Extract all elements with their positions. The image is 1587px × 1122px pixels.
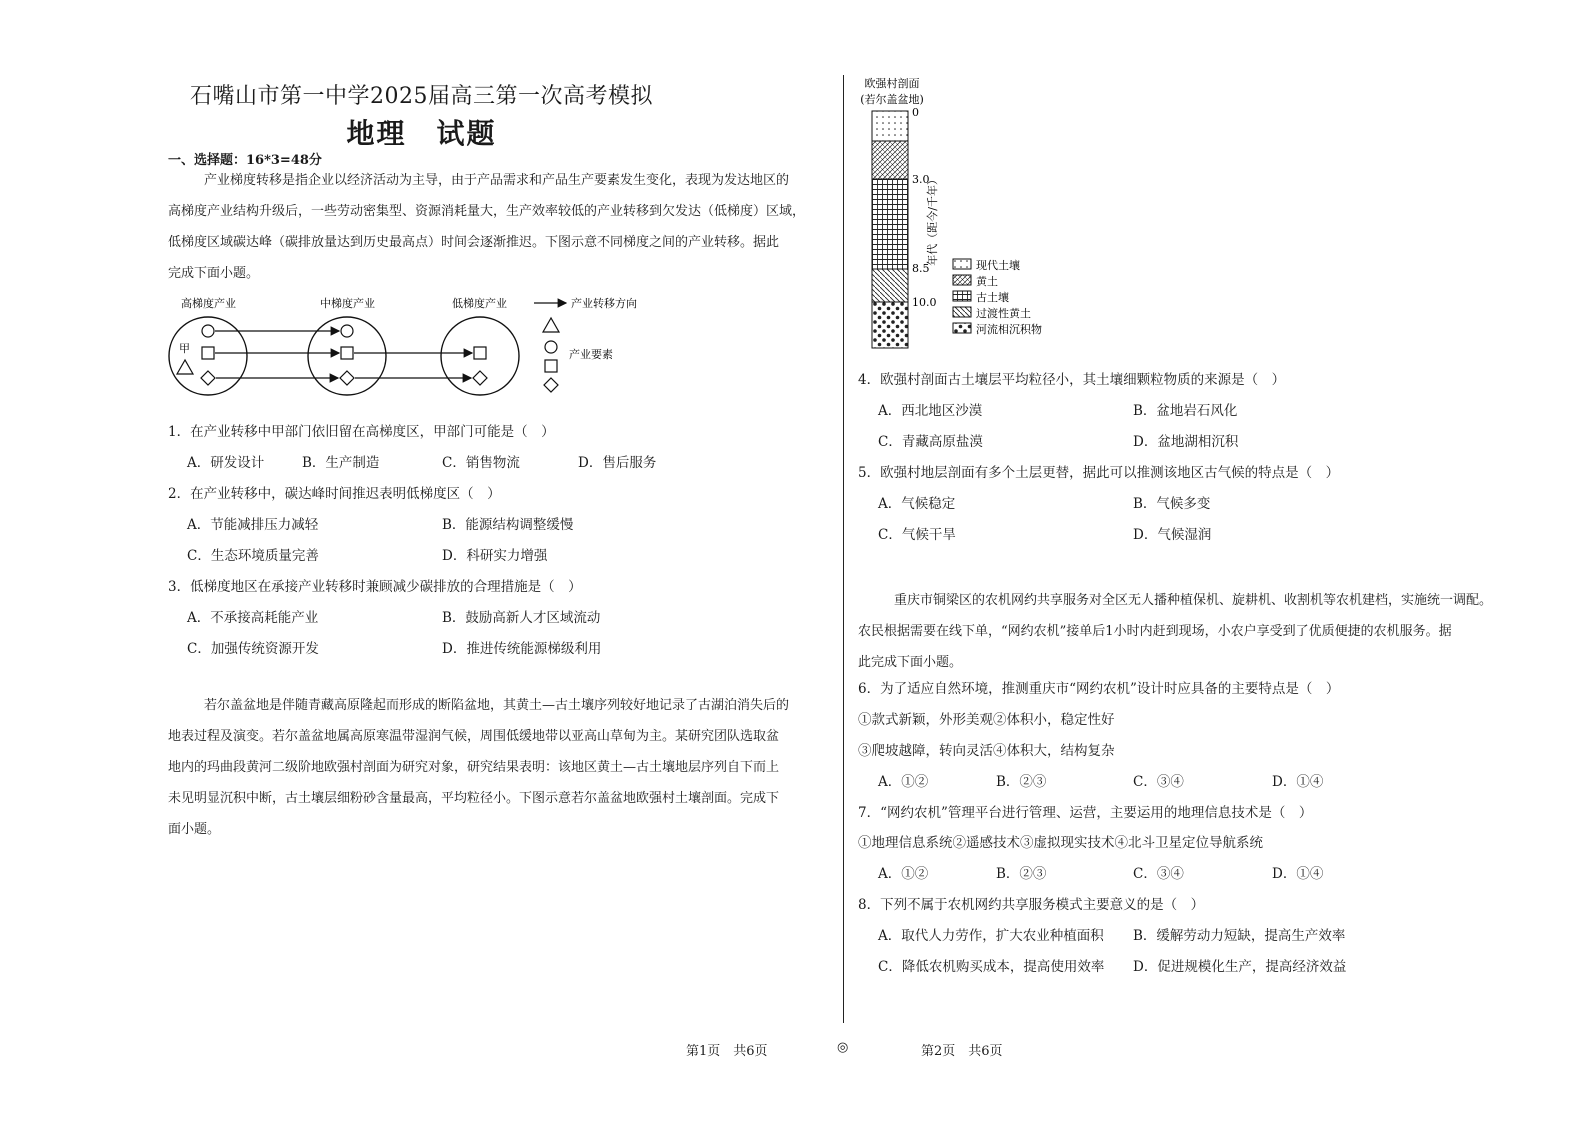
layer-paleosol xyxy=(872,179,908,269)
label-mid-gradient: 中梯度产业 xyxy=(320,297,375,310)
passage-3-line: 此完成下面小题。 xyxy=(858,655,963,670)
q1-option-a[interactable]: A．研发设计 xyxy=(187,455,265,471)
q2-option-c[interactable]: C．生态环境质量完善 xyxy=(187,548,319,564)
label-low-gradient: 低梯度产业 xyxy=(452,297,507,310)
industry-transfer-diagram xyxy=(165,290,655,410)
tick-label: 8.5 xyxy=(912,262,930,275)
legend-modern-soil-swatch xyxy=(953,259,971,269)
footer-mark: ◎ xyxy=(837,1040,849,1055)
circle-icon xyxy=(545,341,557,353)
q6-option-c[interactable]: C．③④ xyxy=(1133,774,1184,790)
q3-option-d[interactable]: D．推进传统能源梯级利用 xyxy=(442,641,602,657)
passage-2-line: 若尔盖盆地是伴随青藏高原隆起而形成的断陷盆地，其黄土—古土壤序列较好地记录了古湖泊消失后的 xyxy=(204,698,790,713)
triangle-icon xyxy=(177,360,193,374)
q8-option-b[interactable]: B．缓解劳动力短缺，提高生产效率 xyxy=(1133,928,1346,944)
column-divider xyxy=(843,75,844,1023)
circle-icon xyxy=(341,325,353,337)
passage-3-line: 农民根据需要在线下单，“网约农机”接单后1小时内赶到现场，小农户享受到了优质便捷的农机服务。据 xyxy=(858,624,1452,639)
q8-option-a[interactable]: A．取代人力劳作，扩大农业种植面积 xyxy=(878,928,1104,944)
q6-option-d[interactable]: D．①④ xyxy=(1272,774,1324,790)
layer-transitional-loess xyxy=(872,269,908,302)
mid-gradient-circle xyxy=(308,317,386,395)
tick-label: 3.0 xyxy=(912,173,930,186)
profile-subtitle: (若尔盖盆地) xyxy=(860,93,924,106)
legend-fluvial-deposits-swatch xyxy=(953,323,971,333)
q2-option-a[interactable]: A．节能减排压力减轻 xyxy=(187,517,319,533)
diamond-icon xyxy=(544,378,558,392)
question-7-stem: 7．“网约农机”管理平台进行管理、运营，主要运用的地理信息技术是（ ） xyxy=(858,805,1313,821)
label-high-gradient: 高梯度产业 xyxy=(181,297,236,310)
low-gradient-circle xyxy=(441,317,519,395)
profile-title: 欧强村剖面 xyxy=(864,77,920,90)
soil-profile-diagram xyxy=(850,72,1090,362)
legend-loess: 黄土 xyxy=(976,275,998,288)
exam-title: 石嘴山市第一中学2025届高三第一次高考模拟 xyxy=(190,84,653,109)
q4-option-b[interactable]: B．盆地岩石风化 xyxy=(1133,403,1238,419)
legend-transfer-direction: 产业转移方向 xyxy=(571,297,637,310)
passage-1-line: 产业梯度转移是指企业以经济活动为主导，由于产品需求和产品生产要素发生变化，表现为发达地区的 xyxy=(204,173,790,188)
page-number-right: 第2页 共6页 xyxy=(921,1044,1003,1059)
q5-option-d[interactable]: D．气候湿润 xyxy=(1133,527,1212,543)
question-2-stem: 2．在产业转移中，碳达峰时间推迟表明低梯度区（ ） xyxy=(168,486,501,502)
tick-label: 10.0 xyxy=(912,296,937,309)
q2-option-d[interactable]: D．科研实力增强 xyxy=(442,548,548,564)
subject-title: 地理 试题 xyxy=(346,117,497,150)
legend-fluvial-deposits: 河流相沉积物 xyxy=(976,323,1042,336)
section-heading: 一、选择题：16*3=48分 xyxy=(168,153,322,168)
legend-loess-swatch xyxy=(953,275,971,285)
triangle-icon xyxy=(543,318,559,332)
q5-option-b[interactable]: B．气候多变 xyxy=(1133,496,1211,512)
q1-option-b[interactable]: B．生产制造 xyxy=(302,455,380,471)
question-1-stem: 1．在产业转移中甲部门依旧留在高梯度区，甲部门可能是（ ） xyxy=(168,424,555,440)
question-4-stem: 4．欧强村剖面古土壤层平均粒径小，其土壤细颗粒物质的来源是（ ） xyxy=(858,372,1286,388)
passage-2-line: 面小题。 xyxy=(168,822,221,837)
passage-1-line: 完成下面小题。 xyxy=(168,266,260,281)
legend-modern-soil: 现代土壤 xyxy=(976,259,1020,272)
q8-option-d[interactable]: D．促进规模化生产，提高经济效益 xyxy=(1133,959,1347,975)
legend-transitional-loess-swatch xyxy=(953,307,971,317)
q4-option-d[interactable]: D．盆地湖相沉积 xyxy=(1133,434,1239,450)
q1-option-c[interactable]: C．销售物流 xyxy=(442,455,520,471)
layer-loess xyxy=(872,141,908,179)
q4-option-a[interactable]: A．西北地区沙漠 xyxy=(878,403,983,419)
q1-option-d[interactable]: D．售后服务 xyxy=(578,455,657,471)
legend-industry-factors: 产业要素 xyxy=(569,348,613,361)
passage-3 xyxy=(858,585,1533,678)
square-icon xyxy=(341,347,353,359)
layer-fluvial-deposits xyxy=(872,302,908,348)
q7-option-a[interactable]: A．①② xyxy=(878,866,929,882)
square-icon xyxy=(202,347,214,359)
q4-option-c[interactable]: C．青藏高原盐漠 xyxy=(878,434,983,450)
q3-option-a[interactable]: A．不承接高耗能产业 xyxy=(187,610,319,626)
passage-1-line: 低梯度区域碳达峰（碳排放量达到历史最高点）时间会逐渐推迟。下图示意不同梯度之间的产业转移。据此 xyxy=(168,235,780,250)
legend-paleosol-swatch xyxy=(953,291,971,301)
q7-option-d[interactable]: D．①④ xyxy=(1272,866,1324,882)
label-jia: 甲 xyxy=(179,342,190,355)
diamond-icon xyxy=(473,371,487,385)
q6-option-a[interactable]: A．①② xyxy=(878,774,929,790)
diamond-icon xyxy=(340,371,354,385)
q7-statements: ①地理信息系统②遥感技术③虚拟现实技术④北斗卫星定位导航系统 xyxy=(858,835,1263,851)
passage-2 xyxy=(168,690,828,845)
passage-2-line: 地内的玛曲段黄河二级阶地欧强村剖面为研究对象，研究结果表明：该地区黄土—古土壤地层序列自下而上 xyxy=(168,760,780,775)
diamond-icon xyxy=(201,371,215,385)
square-icon xyxy=(474,347,486,359)
q6-statements: ①款式新颖，外形美观②体积小，稳定性好 xyxy=(858,712,1115,728)
tick-label: 0 xyxy=(912,106,919,119)
question-5-stem: 5．欧强村地层剖面有多个土层更替，据此可以推测该地区古气候的特点是（ ） xyxy=(858,465,1340,481)
question-8-stem: 8．下列不属于农机网约共享服务模式主要意义的是（ ） xyxy=(858,897,1205,913)
q8-option-c[interactable]: C．降低农机购买成本，提高使用效率 xyxy=(878,959,1105,975)
q7-option-b[interactable]: B．②③ xyxy=(996,866,1047,882)
high-gradient-circle xyxy=(169,317,247,395)
passage-1 xyxy=(168,165,828,289)
q5-option-a[interactable]: A．气候稳定 xyxy=(878,496,956,512)
layer-modern-soil xyxy=(872,111,908,141)
question-3-stem: 3．低梯度地区在承接产业转移时兼顾减少碳排放的合理措施是（ ） xyxy=(168,579,582,595)
question-6-stem: 6．为了适应自然环境，推测重庆市“网约农机”设计时应具备的主要特点是（ ） xyxy=(858,681,1340,697)
q3-option-b[interactable]: B．鼓励高新人才区域流动 xyxy=(442,610,601,626)
passage-2-line: 地表过程及演变。若尔盖盆地属高原寒温带湿润气候，周围低缓地带以亚高山草甸为主。某研究团队选取盆 xyxy=(168,729,780,744)
age-axis-label: 年代（距今/千年） xyxy=(926,174,939,266)
q2-option-b[interactable]: B．能源结构调整缓慢 xyxy=(442,517,574,533)
q7-option-c[interactable]: C．③④ xyxy=(1133,866,1184,882)
square-icon xyxy=(545,360,557,372)
q3-option-c[interactable]: C．加强传统资源开发 xyxy=(187,641,319,657)
passage-3-line: 重庆市铜梁区的农机网约共享服务对全区无人播种植保机、旋耕机、收割机等农机建档，实施统一调配。 xyxy=(894,593,1493,608)
passage-1-line: 高梯度产业结构升级后，一些劳动密集型、资源消耗量大，生产效率较低的产业转移到欠发达（低梯度）区域， xyxy=(168,204,806,219)
passage-2-line: 未见明显沉积中断，古土壤层细粉砂含量最高，平均粒径小。下图示意若尔盖盆地欧强村土壤剖面。完成下 xyxy=(168,791,780,806)
q6-statements: ③爬坡越障，转向灵活④体积大，结构复杂 xyxy=(858,743,1115,759)
legend-transitional-loess: 过渡性黄土 xyxy=(976,307,1031,320)
q6-option-b[interactable]: B．②③ xyxy=(996,774,1047,790)
page-number-left: 第1页 共6页 xyxy=(686,1044,768,1059)
legend-paleosol: 古土壤 xyxy=(976,291,1009,304)
circle-icon xyxy=(202,325,214,337)
q5-option-c[interactable]: C．气候干旱 xyxy=(878,527,956,543)
